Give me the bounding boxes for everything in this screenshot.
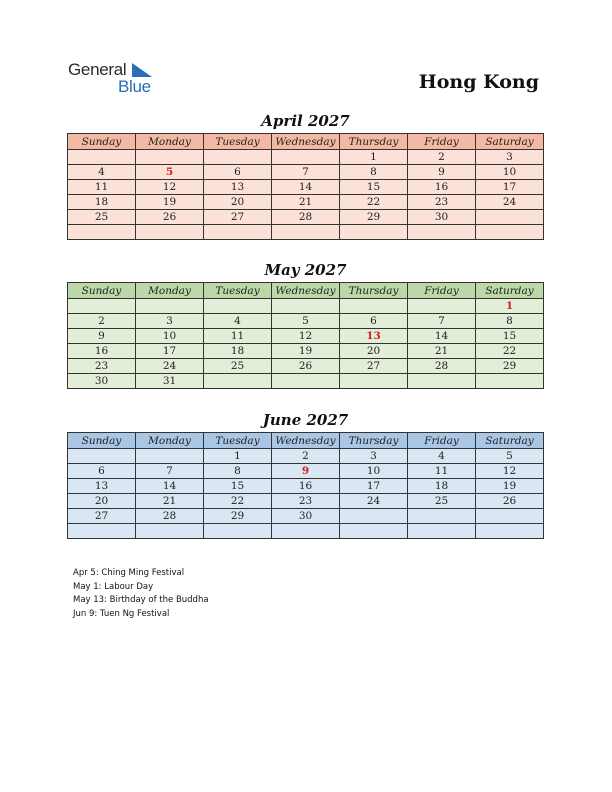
day-cell: 13 (340, 329, 408, 344)
day-cell: 8 (204, 464, 272, 479)
week-row (68, 449, 544, 464)
day-cell: 3 (476, 150, 544, 165)
day-cell: 6 (204, 165, 272, 180)
day-cell: 1 (204, 449, 272, 464)
day-cell (340, 374, 408, 389)
week-row (68, 344, 544, 359)
weekday-header: Saturday (476, 433, 544, 449)
day-cell: 14 (136, 479, 204, 494)
week-row (68, 150, 544, 165)
day-cell: 2 (408, 150, 476, 165)
day-cell (204, 374, 272, 389)
day-cell: 17 (340, 479, 408, 494)
day-cell: 24 (476, 195, 544, 210)
day-cell: 24 (340, 494, 408, 509)
day-cell: 10 (476, 165, 544, 180)
weekday-header: Sunday (68, 134, 136, 150)
logo-triangle-icon (132, 62, 154, 78)
weekday-header: Tuesday (204, 134, 272, 150)
day-cell (136, 524, 204, 539)
day-cell: 19 (136, 195, 204, 210)
day-cell: 20 (68, 494, 136, 509)
day-cell: 9 (408, 165, 476, 180)
weekday-header: Monday (136, 283, 204, 299)
day-cell: 11 (204, 329, 272, 344)
holiday-note: May 13: Birthday of the Buddha (73, 595, 209, 606)
day-cell: 10 (340, 464, 408, 479)
day-cell: 19 (476, 479, 544, 494)
day-cell: 29 (204, 509, 272, 524)
day-cell: 15 (204, 479, 272, 494)
weekday-header: Monday (136, 134, 204, 150)
weekday-header: Wednesday (272, 283, 340, 299)
day-cell: 13 (204, 180, 272, 195)
week-row (68, 374, 544, 389)
day-cell: 20 (340, 344, 408, 359)
weekday-header: Tuesday (204, 433, 272, 449)
day-cell: 7 (136, 464, 204, 479)
week-row (68, 225, 544, 240)
logo-text-general: General (68, 60, 127, 79)
day-cell (272, 374, 340, 389)
day-cell (272, 225, 340, 240)
day-cell: 15 (340, 180, 408, 195)
day-cell: 23 (272, 494, 340, 509)
day-cell: 25 (408, 494, 476, 509)
day-cell: 15 (476, 329, 544, 344)
day-cell (68, 150, 136, 165)
week-row (68, 464, 544, 479)
calendar-june (67, 432, 544, 539)
day-cell: 17 (476, 180, 544, 195)
day-cell: 12 (136, 180, 204, 195)
weekday-header-row (68, 433, 544, 449)
day-cell: 25 (204, 359, 272, 374)
week-row (68, 165, 544, 180)
day-cell (136, 225, 204, 240)
weekday-header: Friday (408, 433, 476, 449)
day-cell: 18 (408, 479, 476, 494)
day-cell (476, 210, 544, 225)
day-cell (136, 150, 204, 165)
week-row (68, 299, 544, 314)
day-cell: 21 (408, 344, 476, 359)
day-cell: 1 (476, 299, 544, 314)
weekday-header: Sunday (68, 283, 136, 299)
day-cell (408, 299, 476, 314)
day-cell (408, 524, 476, 539)
country-title: Hong Kong (418, 71, 539, 93)
day-cell: 21 (272, 195, 340, 210)
day-cell (272, 524, 340, 539)
day-cell: 22 (340, 195, 408, 210)
day-cell (204, 299, 272, 314)
day-cell (204, 524, 272, 539)
day-cell: 16 (408, 180, 476, 195)
day-cell (272, 150, 340, 165)
day-cell: 10 (136, 329, 204, 344)
weekday-header: Wednesday (272, 433, 340, 449)
week-row (68, 479, 544, 494)
day-cell: 27 (340, 359, 408, 374)
day-cell: 2 (272, 449, 340, 464)
day-cell (476, 524, 544, 539)
day-cell: 24 (136, 359, 204, 374)
weekday-header: Saturday (476, 134, 544, 150)
week-row (68, 314, 544, 329)
day-cell: 30 (272, 509, 340, 524)
logo-text-blue: Blue (118, 77, 151, 96)
day-cell: 23 (408, 195, 476, 210)
day-cell: 8 (340, 165, 408, 180)
day-cell: 4 (204, 314, 272, 329)
day-cell (272, 299, 340, 314)
month-title-april: April 2027 (261, 112, 350, 130)
day-cell: 14 (272, 180, 340, 195)
day-cell: 25 (68, 210, 136, 225)
day-cell: 16 (68, 344, 136, 359)
day-cell (340, 299, 408, 314)
day-cell (340, 509, 408, 524)
day-cell: 11 (408, 464, 476, 479)
day-cell (204, 150, 272, 165)
holiday-notes (73, 567, 209, 622)
day-cell: 14 (408, 329, 476, 344)
day-cell: 4 (68, 165, 136, 180)
day-cell (408, 374, 476, 389)
month-title-june: June 2027 (262, 411, 349, 429)
day-cell: 12 (272, 329, 340, 344)
weekday-header: Monday (136, 433, 204, 449)
holiday-note: Apr 5: Ching Ming Festival (73, 568, 185, 578)
week-row (68, 494, 544, 509)
day-cell: 18 (204, 344, 272, 359)
month-title-may: May 2027 (264, 261, 347, 279)
day-cell: 30 (408, 210, 476, 225)
week-row (68, 359, 544, 374)
day-cell: 22 (204, 494, 272, 509)
day-cell: 22 (476, 344, 544, 359)
day-cell: 11 (68, 180, 136, 195)
day-cell: 28 (408, 359, 476, 374)
day-cell: 4 (408, 449, 476, 464)
day-cell (136, 449, 204, 464)
day-cell (340, 225, 408, 240)
day-cell: 3 (136, 314, 204, 329)
day-cell (408, 509, 476, 524)
day-cell: 28 (272, 210, 340, 225)
week-row (68, 524, 544, 539)
day-cell: 2 (68, 314, 136, 329)
week-row (68, 329, 544, 344)
day-cell: 12 (476, 464, 544, 479)
day-cell: 5 (476, 449, 544, 464)
day-cell: 16 (272, 479, 340, 494)
weekday-header: Tuesday (204, 283, 272, 299)
day-cell: 9 (68, 329, 136, 344)
day-cell (204, 225, 272, 240)
weekday-header: Saturday (476, 283, 544, 299)
calendar-april (67, 133, 544, 240)
week-row (68, 195, 544, 210)
weekday-header-row (68, 134, 544, 150)
day-cell (476, 374, 544, 389)
day-cell: 19 (272, 344, 340, 359)
day-cell: 13 (68, 479, 136, 494)
day-cell: 26 (272, 359, 340, 374)
day-cell: 7 (408, 314, 476, 329)
day-cell: 29 (476, 359, 544, 374)
day-cell (136, 299, 204, 314)
day-cell: 17 (136, 344, 204, 359)
day-cell: 29 (340, 210, 408, 225)
weekday-header-row (68, 283, 544, 299)
day-cell (68, 524, 136, 539)
day-cell: 21 (136, 494, 204, 509)
day-cell: 8 (476, 314, 544, 329)
day-cell: 26 (476, 494, 544, 509)
holiday-note: Jun 9: Tuen Ng Festival (73, 609, 170, 620)
logo (68, 60, 178, 100)
day-cell: 27 (204, 210, 272, 225)
holiday-note: May 1: Labour Day (73, 581, 154, 592)
weekday-header: Thursday (340, 283, 408, 299)
week-row (68, 180, 544, 195)
day-cell: 28 (136, 509, 204, 524)
calendar-may (67, 282, 544, 389)
day-cell (476, 509, 544, 524)
day-cell (68, 225, 136, 240)
week-row (68, 509, 544, 524)
weekday-header: Thursday (340, 433, 408, 449)
week-row (68, 210, 544, 225)
day-cell (68, 299, 136, 314)
day-cell (476, 225, 544, 240)
day-cell: 5 (272, 314, 340, 329)
weekday-header: Friday (408, 134, 476, 150)
day-cell: 20 (204, 195, 272, 210)
day-cell: 6 (68, 464, 136, 479)
day-cell: 30 (68, 374, 136, 389)
day-cell: 7 (272, 165, 340, 180)
day-cell: 23 (68, 359, 136, 374)
weekday-header: Thursday (340, 134, 408, 150)
day-cell: 31 (136, 374, 204, 389)
weekday-header: Sunday (68, 433, 136, 449)
weekday-header: Friday (408, 283, 476, 299)
day-cell: 26 (136, 210, 204, 225)
day-cell: 5 (136, 165, 204, 180)
day-cell (68, 449, 136, 464)
weekday-header: Wednesday (272, 134, 340, 150)
day-cell: 9 (272, 464, 340, 479)
day-cell (408, 225, 476, 240)
day-cell: 1 (340, 150, 408, 165)
day-cell (340, 524, 408, 539)
day-cell: 18 (68, 195, 136, 210)
day-cell: 6 (340, 314, 408, 329)
day-cell: 3 (340, 449, 408, 464)
day-cell: 27 (68, 509, 136, 524)
